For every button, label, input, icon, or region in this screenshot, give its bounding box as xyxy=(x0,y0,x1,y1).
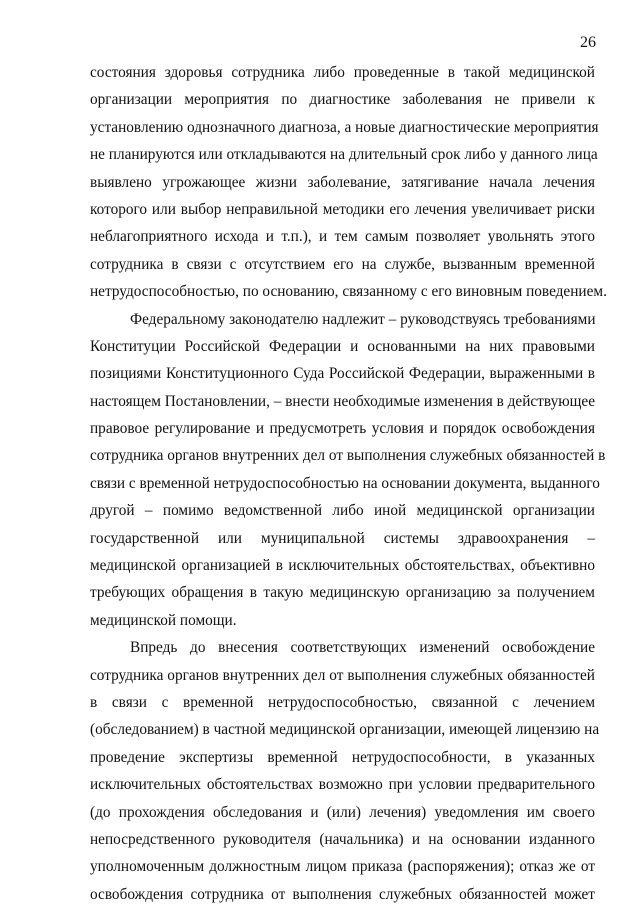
text-line: которого или выбор неправильной методики его лечения увеличивает риски xyxy=(90,200,595,218)
text-line: (до прохождения обследования и (или) лечения) уведомления им своего xyxy=(90,803,595,821)
text-line: медицинской помощи. xyxy=(90,611,237,629)
paragraph-3 xyxy=(90,634,600,908)
text-line: освобождения сотрудника от выполнения служебных обязанностей может xyxy=(90,885,595,903)
text-line: настоящем Постановлении, – внести необходимые изменения в действующее xyxy=(90,392,596,410)
text-line: Федеральному законодателю надлежит – руководствуясь требованиями xyxy=(130,310,596,328)
text-line: неблагоприятного исхода и т.п.), и тем самым позволяет увольнять этого xyxy=(90,228,595,246)
text-line: нетрудоспособностью, по основанию, связанному с его виновным поведением. xyxy=(90,283,607,301)
text-line: сотрудника органов внутренних дел от выполнения служебных обязанностей в xyxy=(90,447,606,465)
text-line: исключительных обстоятельствах возможно при условии предварительного xyxy=(90,776,595,794)
text-line: сотрудника органов внутренних дел от выполнения служебных обязанностей xyxy=(90,666,595,684)
text-line: Впредь до внесения соответствующих изменений освобождение xyxy=(130,639,595,657)
text-line: государственной или муниципальной системы здравоохранения – xyxy=(90,529,595,547)
text-line: (обследованием) в частной медицинской организации, имеющей лицензию на xyxy=(90,721,600,739)
body-text xyxy=(90,59,607,908)
text-line: установлению однозначного диагноза, а новые диагностические мероприятия xyxy=(90,118,599,136)
text-line: сотрудника в связи с отсутствием его на службе, вызванным временной xyxy=(90,255,595,273)
text-line: требующих обращения в такую медицинскую организацию за получением xyxy=(90,584,595,602)
page-number: 26 xyxy=(580,34,596,51)
text-line: Конституции Российской Федерации и основанными на них правовыми xyxy=(90,337,595,355)
text-line: организации мероприятия по диагностике заболевания не привели к xyxy=(90,91,595,109)
text-line: медицинской организацией в исключительных обстоятельствах, объективно xyxy=(90,557,595,575)
text-line: в связи с временной нетрудоспособностью, связанной с лечением xyxy=(90,693,595,711)
text-line: связи с временной нетрудоспособностью на основании документа, выданного xyxy=(90,474,600,492)
text-line: выявлено угрожающее жизни заболевание, затягивание начала лечения xyxy=(90,173,595,191)
text-line: проведение экспертизы временной нетрудоспособности, в указанных xyxy=(90,748,595,766)
text-line: позициями Конституционного Суда Российской Федерации, выраженными в xyxy=(90,365,595,383)
text-line: не планируются или откладываются на длительный срок либо у данного лица xyxy=(90,146,598,164)
text-line: уполномоченным должностным лицом приказа (распоряжения); отказ же от xyxy=(90,858,595,876)
text-line: другой – помимо ведомственной либо иной медицинской организации xyxy=(90,502,595,520)
text-line: непосредственного руководителя (начальника) и на основании изданного xyxy=(90,830,595,848)
paragraph-1 xyxy=(90,59,607,306)
paragraph-2 xyxy=(90,306,606,635)
text-line: правовое регулирование и предусмотреть условия и порядок освобождения xyxy=(90,420,595,438)
text-line: состояния здоровья сотрудника либо проведенные в такой медицинской xyxy=(90,64,595,81)
